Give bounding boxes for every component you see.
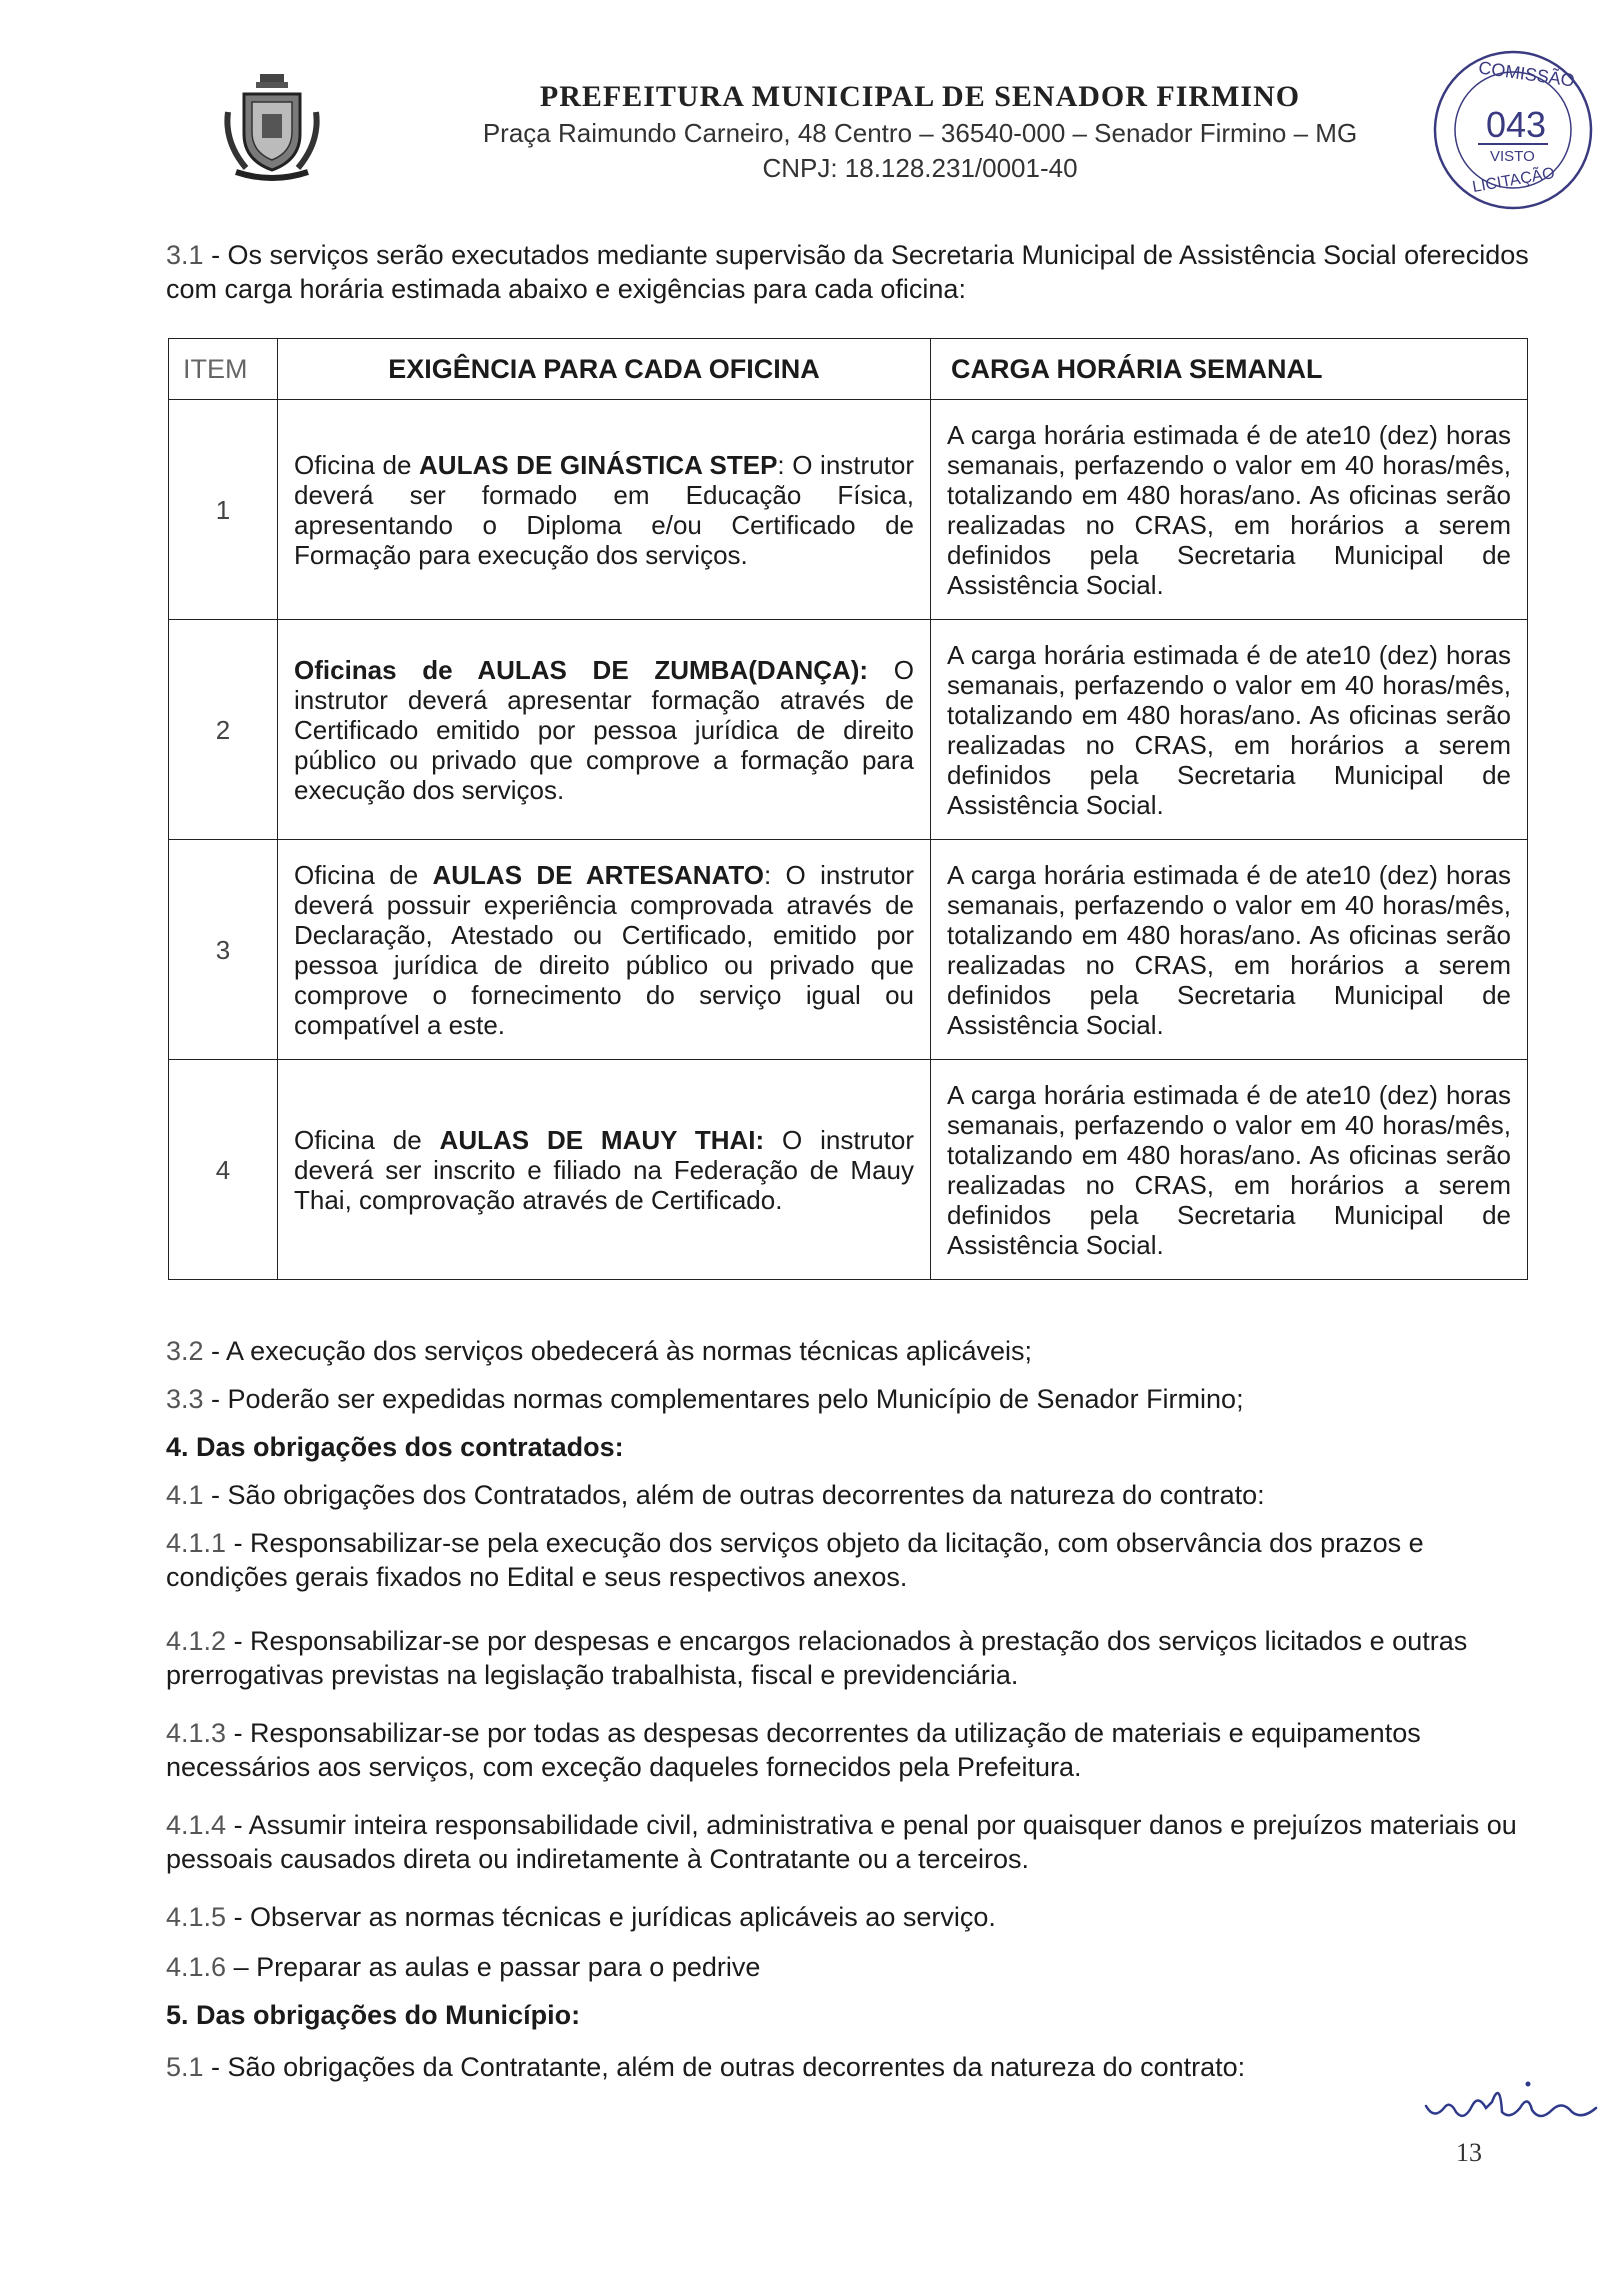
stamp-mid-text: VISTO — [1490, 148, 1535, 165]
row-hours: A carga horária estimada é de ate10 (dez) horas semanais, perfazendo o valor em 40 horas/mês, totalizando em 480 horas/ano. As oficinas serão realizadas no CRAS, em horários a serem definidos pela Secretaria Municipal de Assistência Social. — [931, 840, 1528, 1060]
clause-text: - Assumir inteira responsabilidade civil, administrativa e penal por quaisquer danos e prejuízos materiais ou pessoais causados direta ou indiretamente à Contratante ou a terceiros. — [166, 1810, 1517, 1874]
row-hours: A carga horária estimada é de ate10 (dez) horas semanais, perfazendo o valor em 40 horas/mês, totalizando em 480 horas/ano. As oficinas serão realizadas no CRAS, em horários a serem definidos pela Secretaria Municipal de Assistência Social. — [931, 620, 1528, 840]
row-item-number: 1 — [169, 400, 278, 620]
clause-text: - Os serviços serão executados mediante supervisão da Secretaria Municipal de Assistência Social oferecidos com carga horária estimada abaixo e exigências para cada oficina: — [166, 240, 1529, 304]
section-heading-5: 5. Das obrigações do Município: — [166, 2000, 581, 2030]
clause-4-1-5 — [166, 1900, 1536, 1934]
clause-text: - Responsabilizar-se por despesas e encargos relacionados à prestação dos serviços licitados e outras prerrogativas previstas na legislação trabalhista, fiscal e previdenciária. — [166, 1626, 1468, 1690]
clause-3-2 — [166, 1334, 1536, 1368]
requirement-prefix: Oficina de — [294, 449, 420, 480]
page-number: 13 — [1456, 2138, 1482, 2167]
column-header-item: ITEM — [169, 339, 278, 400]
row-item-number: 3 — [169, 840, 278, 1060]
column-header-requirement: EXIGÊNCIA PARA CADA OFICINA — [278, 339, 931, 400]
stamp-top-text: COMISSÃO — [1477, 57, 1577, 91]
clause-number: 4.1 — [166, 1480, 204, 1510]
requirement-text: : O instrutor deverá ser formado em Educação Física, apresentando o Diploma e/ou Certificado de Formação para execução dos serviços. — [294, 449, 914, 570]
clause-3-1 — [166, 238, 1536, 306]
row-requirement — [278, 840, 931, 1060]
clause-4-1-1 — [166, 1526, 1536, 1594]
clause-number: 4.1.1 — [166, 1528, 227, 1558]
handwritten-initials-icon — [1420, 2072, 1600, 2132]
table-header-row — [169, 339, 1528, 400]
letterhead — [420, 80, 1420, 184]
workshop-name: Oficinas de AULAS DE ZUMBA(DANÇA): — [294, 654, 869, 685]
section-heading-4: 4. Das obrigações dos contratados: — [166, 1432, 624, 1462]
clause-4-1-2 — [166, 1624, 1536, 1692]
column-header-hours: CARGA HORÁRIA SEMANAL — [931, 339, 1528, 400]
row-requirement — [278, 1060, 931, 1280]
stamp-number: 043 — [1486, 104, 1547, 145]
clause-number: 3.1 — [166, 240, 204, 270]
workshop-name: AULAS DE MAUY THAI: — [439, 1124, 765, 1155]
workshop-name: AULAS DE GINÁSTICA STEP — [419, 449, 778, 480]
requirement-text: O instrutor deverá ser inscrito e filiado na Federação de Mauy Thai, comprovação através de Certificado. — [294, 1124, 915, 1215]
table-row — [169, 840, 1528, 1060]
clause-number: 4.1.6 — [166, 1952, 227, 1982]
clause-text: - A execução dos serviços obedecerá às normas técnicas aplicáveis; — [203, 1336, 1032, 1366]
clause-text: - Responsabilizar-se por todas as despesas decorrentes da utilização de materiais e equipamentos necessários aos serviços, com exceção daqueles fornecidos pela Prefeitura. — [166, 1718, 1421, 1782]
clause-text: - Responsabilizar-se pela execução dos serviços objeto da licitação, com observância dos prazos e condições gerais fixados no Edital e seus respectivos anexos. — [166, 1528, 1424, 1592]
clause-number: 4.1.5 — [166, 1902, 227, 1932]
clause-number: 3.2 — [166, 1336, 204, 1366]
clause-text: – Preparar as aulas e passar para o pedrive — [226, 1952, 761, 1982]
stamp-bottom-text: LICITAÇÃO — [1471, 164, 1557, 197]
requirement-prefix: Oficina de — [294, 1124, 440, 1155]
workshop-name: AULAS DE ARTESANATO — [432, 859, 764, 890]
table-row — [169, 1060, 1528, 1280]
row-item-number: 2 — [169, 620, 278, 840]
commission-stamp — [1428, 20, 1598, 230]
requirement-text: O instrutor deverá apresentar formação através de Certificado emitido por pessoa jurídica de direito público ou privado que comprove a formação para execução dos serviços. — [294, 654, 914, 805]
clause-number: 4.1.4 — [166, 1810, 227, 1840]
clause-text: - Observar as normas técnicas e jurídicas aplicáveis ao serviço. — [226, 1902, 996, 1932]
clause-3-3 — [166, 1382, 1536, 1416]
clause-text: - São obrigações da Contratante, além de outras decorrentes da natureza do contrato: — [203, 2052, 1246, 2082]
clause-4-1-4 — [166, 1808, 1536, 1876]
letterhead-cnpj: CNPJ: 18.128.231/0001-40 — [762, 153, 1078, 183]
letterhead-address: Praça Raimundo Carneiro, 48 Centro – 36540-000 – Senador Firmino – MG — [482, 118, 1358, 148]
row-hours: A carga horária estimada é de ate10 (dez) horas semanais, perfazendo o valor em 40 horas/mês, totalizando em 480 horas/ano. As oficinas serão realizadas no CRAS, em horários a serem definidos pela Secretaria Municipal de Assistência Social. — [931, 1060, 1528, 1280]
requirement-text: : O instrutor deverá possuir experiência comprovada através de Declaração, Atestado ou Certificado, emitido por pessoa jurídica de direito público ou privado que comprove o fornecimento do serviço igual ou compatível a este. — [294, 859, 914, 1040]
clause-4-1 — [166, 1478, 1536, 1512]
clause-text: - São obrigações dos Contratados, além de outras decorrentes da natureza do contrato: — [203, 1480, 1265, 1510]
clause-number: 4.1.2 — [166, 1626, 227, 1656]
letterhead-title: PREFEITURA MUNICIPAL DE SENADOR FIRMINO — [539, 80, 1301, 113]
municipal-crest-icon — [222, 72, 322, 182]
table-row — [169, 400, 1528, 620]
clause-5-1 — [166, 2050, 1536, 2084]
row-item-number: 4 — [169, 1060, 278, 1280]
row-requirement — [278, 400, 931, 620]
clause-number: 4.1.3 — [166, 1718, 227, 1748]
row-hours: A carga horária estimada é de ate10 (dez) horas semanais, perfazendo o valor em 40 horas/mês, totalizando em 480 horas/ano. As oficinas serão realizadas no CRAS, em horários a serem definidos pela Secretaria Municipal de Assistência Social. — [931, 400, 1528, 620]
workshop-requirements-table — [168, 338, 1528, 1280]
clause-number: 3.3 — [166, 1384, 204, 1414]
row-requirement — [278, 620, 931, 840]
clause-4-1-3 — [166, 1716, 1536, 1784]
table-row — [169, 620, 1528, 840]
clause-4-1-6 — [166, 1950, 1536, 1984]
requirement-prefix: Oficina de — [294, 859, 433, 890]
clause-number: 5.1 — [166, 2052, 204, 2082]
clause-text: - Poderão ser expedidas normas complementares pelo Município de Senador Firmino; — [203, 1384, 1244, 1414]
